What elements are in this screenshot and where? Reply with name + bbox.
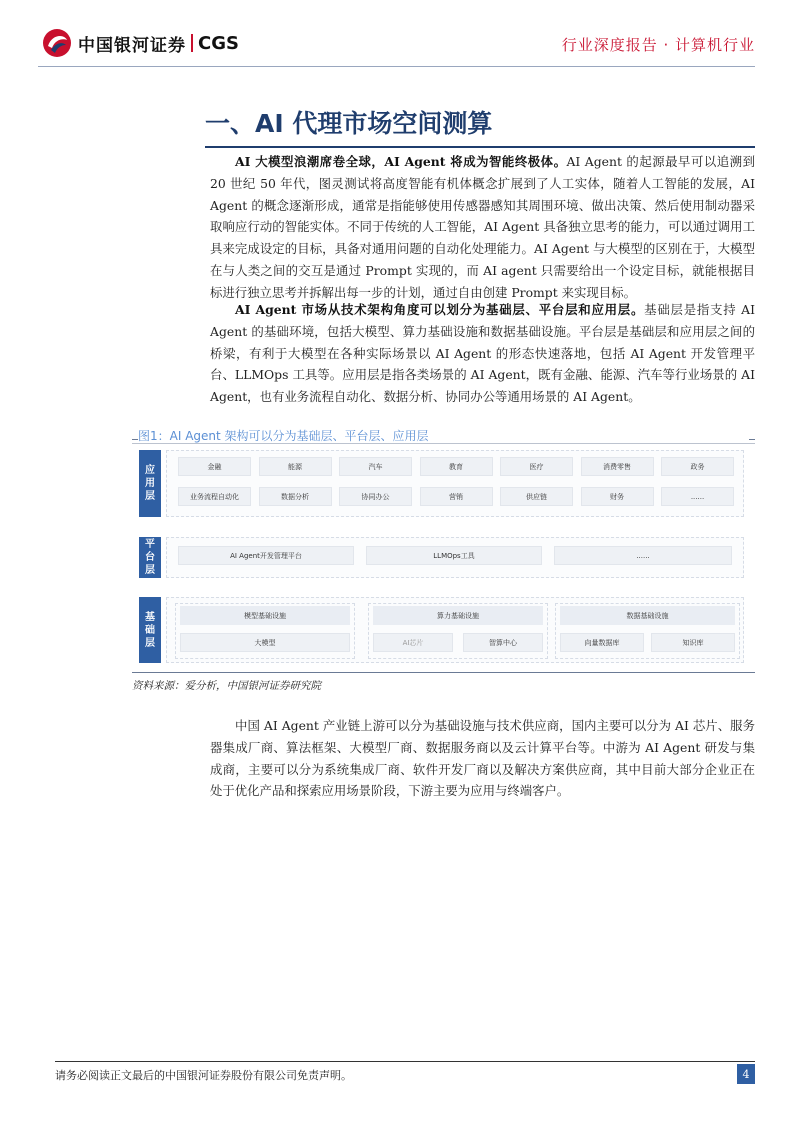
figure-tick-right xyxy=(749,439,755,440)
company-logo xyxy=(42,28,239,58)
logo-chinese-name: 中国银河证券 xyxy=(78,35,186,56)
app-layer-row2-item: 财务 xyxy=(581,487,654,506)
base-layer-label: 基 础 层 xyxy=(139,597,161,663)
paragraph-2-body: 基础层是指支持 AI Agent 的基础环境，包括大模型、算力基础设施和数据基础设施。平台层是基础层和应用层之间的桥梁，有利于大模型在各种实际场景以 AI Agent 的形态快速落地，包括 AI Agent 开发管理平台、LLMOps 工具等。应用层是指各类场景的 AI Agent，既有金融、能源、汽车等行业场景的 AI Agent，也有业务流程自动化、数据分析、协同办公等通用场景的 AI Agent。 xyxy=(210,302,755,405)
section-title: 一、AI 代理市场空间测算 xyxy=(205,109,493,138)
platform-item-dev-platform: AI Agent开发管理平台 xyxy=(178,546,354,565)
figure-title: 图1：AI Agent 架构可以分为基础层、平台层、应用层 xyxy=(138,429,429,443)
figure-source: 资料来源：爱分析，中国银河证券研究院 xyxy=(132,680,321,692)
paragraph-1-body: AI Agent 的起源最早可以追溯到 20 世纪 50 年代，图灵测试将高度智能有机体概念扩展到了人工实体，随着人工智能的发展，AI Agent 的概念逐渐形成，通常是指能够使用传感器感知其周围环境、做出决策、然后使用制动器采取响应行动的智能实体。不同于传统的人工智能，AI Agent 具备独立思考的能力，可以通过调用工具来完成设定的目标，具备对通用问题的自动化处理能力。AI Agent 与大模型的区别在于，大模型在与人类之间的交互是通过 Prompt 实现的，而 AI agent 只需要给出一个设定目标，就能根据目标进行独立思考并拆解出每一步的计划，通过自由创建 Prompt 来实现目标。 xyxy=(210,154,755,300)
app-layer-row1-item: 消费零售 xyxy=(581,457,654,476)
app-layer-row1-item: 能源 xyxy=(259,457,332,476)
galaxy-logo-icon xyxy=(42,28,72,58)
app-layer-row1-item: 金融 xyxy=(178,457,251,476)
page-number: 4 xyxy=(737,1064,755,1084)
app-layer-row1-item: 政务 xyxy=(661,457,734,476)
app-layer-row2-item: 营销 xyxy=(420,487,493,506)
app-layer-row2-item: 业务流程自动化 xyxy=(178,487,251,506)
platform-layer-label: 平 台 层 xyxy=(139,537,161,578)
paragraph-3 xyxy=(210,715,755,802)
app-layer-row1-item: 医疗 xyxy=(500,457,573,476)
app-layer-row2-item: 协同办公 xyxy=(339,487,412,506)
figure-top-rule xyxy=(132,443,755,444)
base-item-knowledge-base: 知识库 xyxy=(651,633,735,652)
figure-bottom-rule xyxy=(132,672,755,673)
base-item-ai-chip: AI芯片 xyxy=(373,633,453,652)
footer-disclaimer: 请务必阅读正文最后的中国银河证券股份有限公司免责声明。 xyxy=(55,1069,352,1082)
app-layer-row2-item: ...... xyxy=(661,487,734,506)
paragraph-3-body: 中国 AI Agent 产业链上游可以分为基础设施与技术供应商，国内主要可以分为 AI 芯片、服务器集成厂商、算法框架、大模型厂商、数据服务商以及云计算平台等。中游为 AI Agent 研发与集成商，主要可以分为系统集成厂商、软件开发厂商以及解决方案供应商，其中目前大部分企业正在处于优化产品和探索应用场景阶段，下游主要为应用与终端客户。 xyxy=(210,718,755,799)
paragraph-2-lead: AI Agent 市场从技术架构角度可以划分为基础层、平台层和应用层。 xyxy=(235,302,645,317)
base-item-llm: 大模型 xyxy=(180,633,350,652)
report-type: 行业深度报告 · 计算机行业 xyxy=(561,36,755,54)
app-layer-row2-item: 数据分析 xyxy=(259,487,332,506)
paragraph-1 xyxy=(210,151,755,304)
base-item-vector-db: 向量数据库 xyxy=(560,633,644,652)
header-divider xyxy=(38,66,755,67)
app-layer-row1-item: 汽车 xyxy=(339,457,412,476)
footer-divider xyxy=(55,1061,755,1062)
figure-tick-left xyxy=(132,439,138,440)
base-group-compute-head: 算力基础设施 xyxy=(373,606,543,625)
section-title-rule xyxy=(205,146,755,148)
app-layer-row1-item: 教育 xyxy=(420,457,493,476)
base-group-model-head: 模型基础设施 xyxy=(180,606,350,625)
base-group-data-head: 数据基础设施 xyxy=(560,606,735,625)
app-layer-label: 应 用 层 xyxy=(139,450,161,517)
app-layer-row2-item: 供应链 xyxy=(500,487,573,506)
logo-english-name: CGS xyxy=(198,32,239,54)
logo-divider xyxy=(191,34,193,52)
paragraph-1-lead: AI 大模型浪潮席卷全球，AI Agent 将成为智能终极体。 xyxy=(235,154,567,169)
base-item-computing-center: 智算中心 xyxy=(463,633,543,652)
paragraph-2 xyxy=(210,299,755,408)
platform-item-more: ...... xyxy=(554,546,732,565)
platform-item-llmops: LLMOps工具 xyxy=(366,546,542,565)
